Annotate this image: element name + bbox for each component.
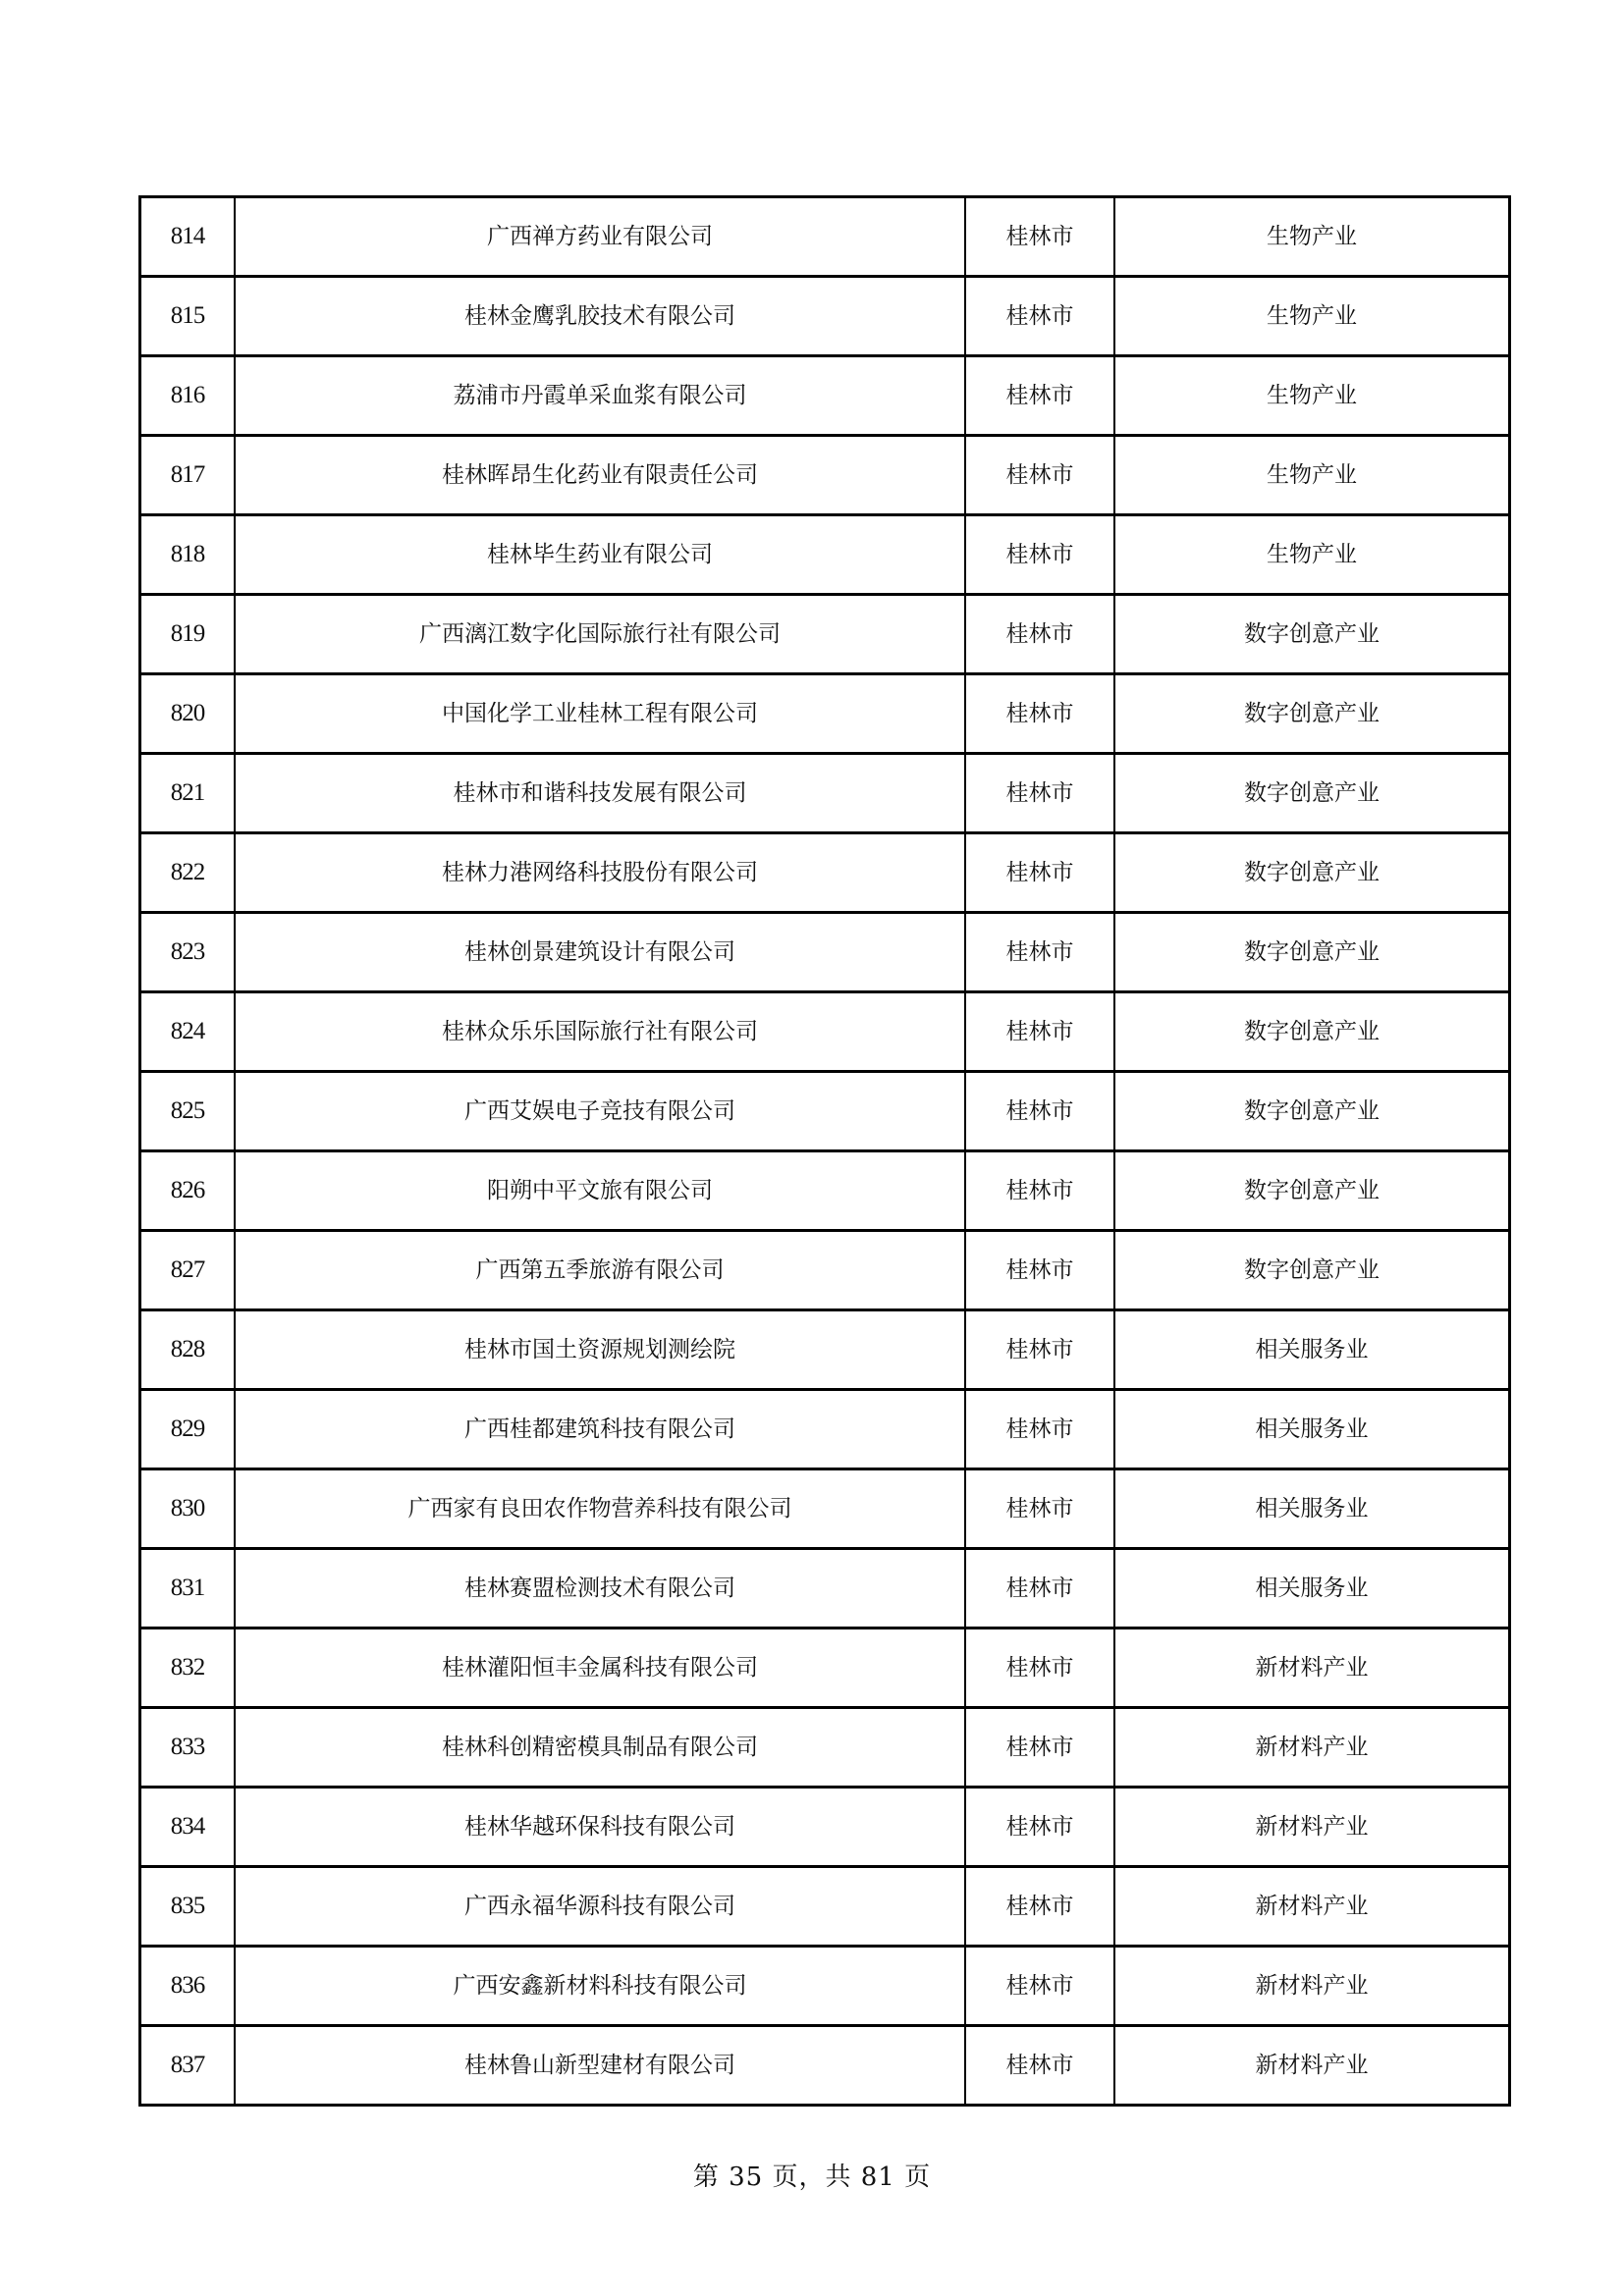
row-number-cell: 823 <box>140 913 236 992</box>
city-cell: 桂林市 <box>965 2026 1114 2106</box>
company-name-cell: 广西禅方药业有限公司 <box>235 197 965 277</box>
company-name-cell: 广西漓江数字化国际旅行社有限公司 <box>235 595 965 674</box>
row-number-cell: 829 <box>140 1390 236 1469</box>
city-cell: 桂林市 <box>965 674 1114 754</box>
table-row <box>140 1788 1510 1867</box>
company-name-cell: 桂林众乐乐国际旅行社有限公司 <box>235 992 965 1072</box>
table-row <box>140 356 1510 436</box>
industry-cell: 数字创意产业 <box>1114 754 1510 833</box>
industry-cell: 新材料产业 <box>1114 2026 1510 2106</box>
company-name-cell: 桂林鲁山新型建材有限公司 <box>235 2026 965 2106</box>
row-number-cell: 836 <box>140 1947 236 2026</box>
city-cell: 桂林市 <box>965 356 1114 436</box>
table-row <box>140 833 1510 913</box>
company-name-cell: 桂林市和谐科技发展有限公司 <box>235 754 965 833</box>
row-number-cell: 832 <box>140 1629 236 1708</box>
industry-cell: 生物产业 <box>1114 197 1510 277</box>
industry-cell: 数字创意产业 <box>1114 1231 1510 1310</box>
industry-cell: 数字创意产业 <box>1114 1072 1510 1151</box>
city-cell: 桂林市 <box>965 1708 1114 1788</box>
table-row <box>140 1231 1510 1310</box>
company-name-cell: 广西第五季旅游有限公司 <box>235 1231 965 1310</box>
city-cell: 桂林市 <box>965 595 1114 674</box>
row-number-cell: 814 <box>140 197 236 277</box>
table-row <box>140 1151 1510 1231</box>
city-cell: 桂林市 <box>965 436 1114 515</box>
table-row <box>140 595 1510 674</box>
company-name-cell: 广西家有良田农作物营养科技有限公司 <box>235 1469 965 1549</box>
company-name-cell: 桂林市国土资源规划测绘院 <box>235 1310 965 1390</box>
row-number-cell: 817 <box>140 436 236 515</box>
table-row <box>140 1072 1510 1151</box>
table-row <box>140 1867 1510 1947</box>
company-name-cell: 桂林晖昂生化药业有限责任公司 <box>235 436 965 515</box>
row-number-cell: 837 <box>140 2026 236 2106</box>
table-row <box>140 754 1510 833</box>
row-number-cell: 831 <box>140 1549 236 1629</box>
industry-cell: 生物产业 <box>1114 436 1510 515</box>
company-name-cell: 阳朔中平文旅有限公司 <box>235 1151 965 1231</box>
city-cell: 桂林市 <box>965 1390 1114 1469</box>
row-number-cell: 828 <box>140 1310 236 1390</box>
city-cell: 桂林市 <box>965 754 1114 833</box>
table-row <box>140 2026 1510 2106</box>
city-cell: 桂林市 <box>965 992 1114 1072</box>
industry-cell: 生物产业 <box>1114 515 1510 595</box>
company-name-cell: 广西安鑫新材料科技有限公司 <box>235 1947 965 2026</box>
city-cell: 桂林市 <box>965 197 1114 277</box>
company-name-cell: 桂林华越环保科技有限公司 <box>235 1788 965 1867</box>
row-number-cell: 835 <box>140 1867 236 1947</box>
row-number-cell: 818 <box>140 515 236 595</box>
industry-cell: 相关服务业 <box>1114 1469 1510 1549</box>
industry-cell: 新材料产业 <box>1114 1788 1510 1867</box>
row-number-cell: 822 <box>140 833 236 913</box>
row-number-cell: 833 <box>140 1708 236 1788</box>
row-number-cell: 821 <box>140 754 236 833</box>
industry-cell: 相关服务业 <box>1114 1549 1510 1629</box>
table-row <box>140 1469 1510 1549</box>
company-name-cell: 桂林力港网络科技股份有限公司 <box>235 833 965 913</box>
row-number-cell: 830 <box>140 1469 236 1549</box>
city-cell: 桂林市 <box>965 1947 1114 2026</box>
table-row <box>140 1947 1510 2026</box>
table-row <box>140 1629 1510 1708</box>
table-row <box>140 1310 1510 1390</box>
city-cell: 桂林市 <box>965 1072 1114 1151</box>
company-table <box>138 195 1511 2107</box>
company-name-cell: 广西艾娱电子竞技有限公司 <box>235 1072 965 1151</box>
industry-cell: 新材料产业 <box>1114 1708 1510 1788</box>
row-number-cell: 815 <box>140 277 236 356</box>
row-number-cell: 824 <box>140 992 236 1072</box>
city-cell: 桂林市 <box>965 1469 1114 1549</box>
company-table-body <box>140 197 1510 2106</box>
row-number-cell: 834 <box>140 1788 236 1867</box>
industry-cell: 相关服务业 <box>1114 1310 1510 1390</box>
table-row <box>140 436 1510 515</box>
company-name-cell: 桂林毕生药业有限公司 <box>235 515 965 595</box>
company-name-cell: 桂林科创精密模具制品有限公司 <box>235 1708 965 1788</box>
city-cell: 桂林市 <box>965 515 1114 595</box>
industry-cell: 数字创意产业 <box>1114 992 1510 1072</box>
page-number-label: 第 35 页，共 81 页 <box>692 2163 932 2192</box>
company-name-cell: 桂林灌阳恒丰金属科技有限公司 <box>235 1629 965 1708</box>
company-name-cell: 桂林金鹰乳胶技术有限公司 <box>235 277 965 356</box>
table-row <box>140 1549 1510 1629</box>
table-row <box>140 913 1510 992</box>
table-row <box>140 197 1510 277</box>
industry-cell: 新材料产业 <box>1114 1867 1510 1947</box>
table-row <box>140 674 1510 754</box>
company-name-cell: 广西永福华源科技有限公司 <box>235 1867 965 1947</box>
industry-cell: 生物产业 <box>1114 277 1510 356</box>
city-cell: 桂林市 <box>965 833 1114 913</box>
row-number-cell: 827 <box>140 1231 236 1310</box>
table-row <box>140 277 1510 356</box>
industry-cell: 生物产业 <box>1114 356 1510 436</box>
industry-cell: 相关服务业 <box>1114 1390 1510 1469</box>
table-row <box>140 992 1510 1072</box>
industry-cell: 新材料产业 <box>1114 1947 1510 2026</box>
city-cell: 桂林市 <box>965 1629 1114 1708</box>
city-cell: 桂林市 <box>965 1867 1114 1947</box>
row-number-cell: 819 <box>140 595 236 674</box>
city-cell: 桂林市 <box>965 1151 1114 1231</box>
row-number-cell: 820 <box>140 674 236 754</box>
industry-cell: 数字创意产业 <box>1114 1151 1510 1231</box>
industry-cell: 数字创意产业 <box>1114 833 1510 913</box>
city-cell: 桂林市 <box>965 1310 1114 1390</box>
industry-cell: 数字创意产业 <box>1114 913 1510 992</box>
table-row <box>140 1390 1510 1469</box>
row-number-cell: 826 <box>140 1151 236 1231</box>
industry-cell: 新材料产业 <box>1114 1629 1510 1708</box>
city-cell: 桂林市 <box>965 913 1114 992</box>
city-cell: 桂林市 <box>965 1231 1114 1310</box>
row-number-cell: 816 <box>140 356 236 436</box>
industry-cell: 数字创意产业 <box>1114 674 1510 754</box>
city-cell: 桂林市 <box>965 1788 1114 1867</box>
company-name-cell: 桂林创景建筑设计有限公司 <box>235 913 965 992</box>
company-name-cell: 中国化学工业桂林工程有限公司 <box>235 674 965 754</box>
company-name-cell: 荔浦市丹霞单采血浆有限公司 <box>235 356 965 436</box>
industry-cell: 数字创意产业 <box>1114 595 1510 674</box>
company-name-cell: 桂林赛盟检测技术有限公司 <box>235 1549 965 1629</box>
company-name-cell: 广西桂都建筑科技有限公司 <box>235 1390 965 1469</box>
table-row <box>140 1708 1510 1788</box>
page-footer <box>0 2160 1624 2195</box>
table-row <box>140 515 1510 595</box>
city-cell: 桂林市 <box>965 277 1114 356</box>
row-number-cell: 825 <box>140 1072 236 1151</box>
city-cell: 桂林市 <box>965 1549 1114 1629</box>
